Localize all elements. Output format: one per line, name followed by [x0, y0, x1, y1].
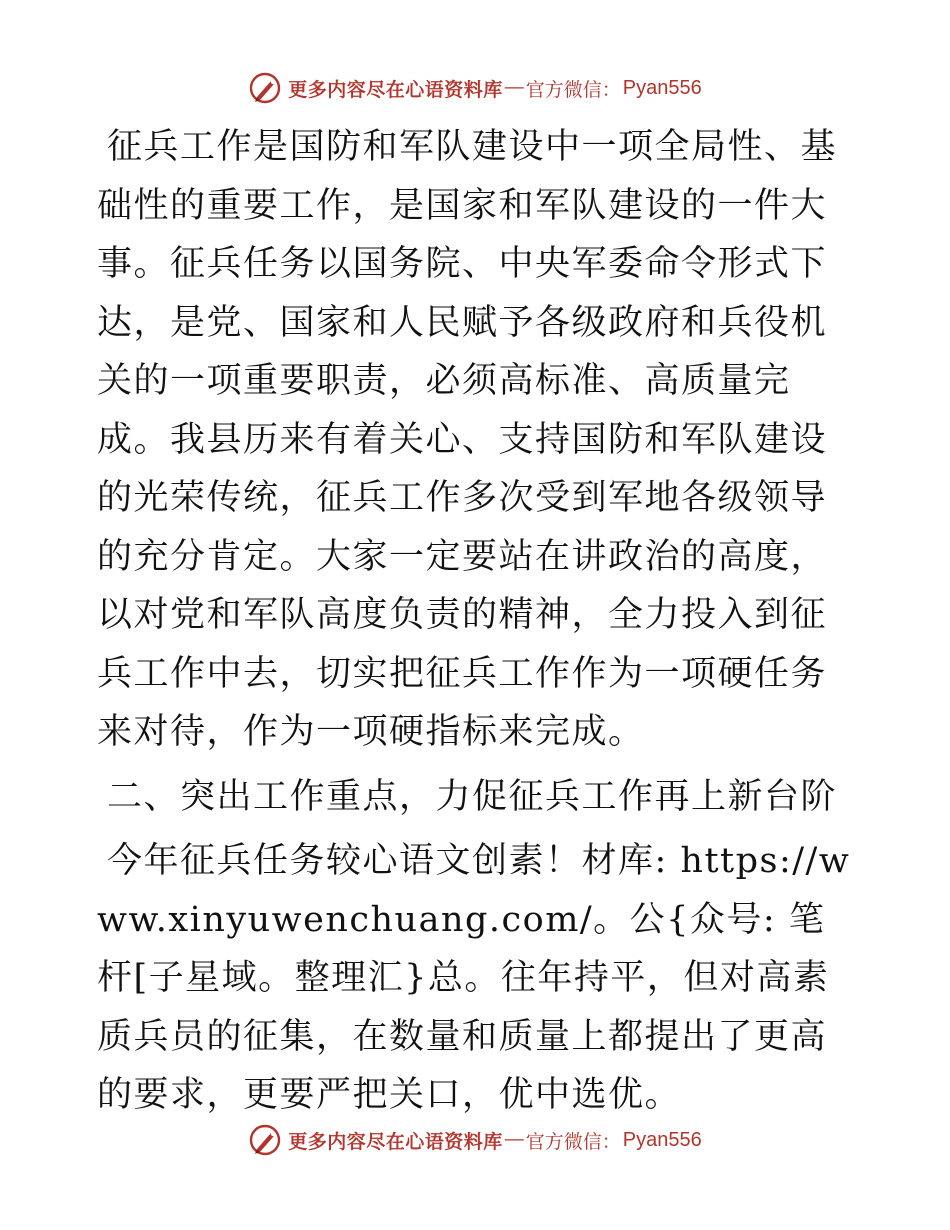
- body-paragraph: 今年征兵任务较心语文创素！材库: https://www.xinyuwenchuang.com/。公{众号: 笔杆[子星域。整理汇}总。往年持平，但对高素质兵员的征集，在数量和质量上都提出了更高的要求，更要严把关口，优中选优。: [97, 841, 851, 1115]
- section-heading: 二、突出工作重点，力促征兵工作再上新台阶: [107, 776, 838, 817]
- pen-logo-icon: [248, 1123, 282, 1157]
- watermark-wechat-label: 官方微信：: [525, 78, 621, 101]
- document-body: [97, 118, 857, 1131]
- watermark-wechat-label: 官方微信：: [525, 1130, 621, 1153]
- watermark-wechat-id: Pyan556: [622, 76, 702, 99]
- watermark-text: 更多内容尽在心语资料库: [288, 78, 503, 101]
- watermark-text: 更多内容尽在心语资料库: [288, 1130, 503, 1153]
- watermark-wechat-id: Pyan556: [622, 1128, 702, 1151]
- watermark-dash: —: [504, 77, 524, 98]
- header-watermark: [0, 68, 950, 108]
- pen-logo-icon: [248, 71, 282, 105]
- body-paragraph: 征兵工作是国防和军队建设中一项全局性、基础性的重要工作，是国家和军队建设的一件大事。征兵任务以国务院、中央军委命令形式下达，是党、国家和人民赋予各级政府和兵役机关的一项重要职责，必须高标准、高质量完成。我县历来有着关心、支持国防和军队建设的光荣传统，征兵工作多次受到军地各级领导的充分肯定。大家一定要站在讲政治的高度，以对党和军队高度负责的精神，全力投入到征兵工作中去，切实把征兵工作作为一项硬任务来对待，作为一项硬指标来完成。: [97, 127, 838, 752]
- watermark-dash: —: [504, 1129, 524, 1150]
- footer-watermark: [0, 1120, 950, 1160]
